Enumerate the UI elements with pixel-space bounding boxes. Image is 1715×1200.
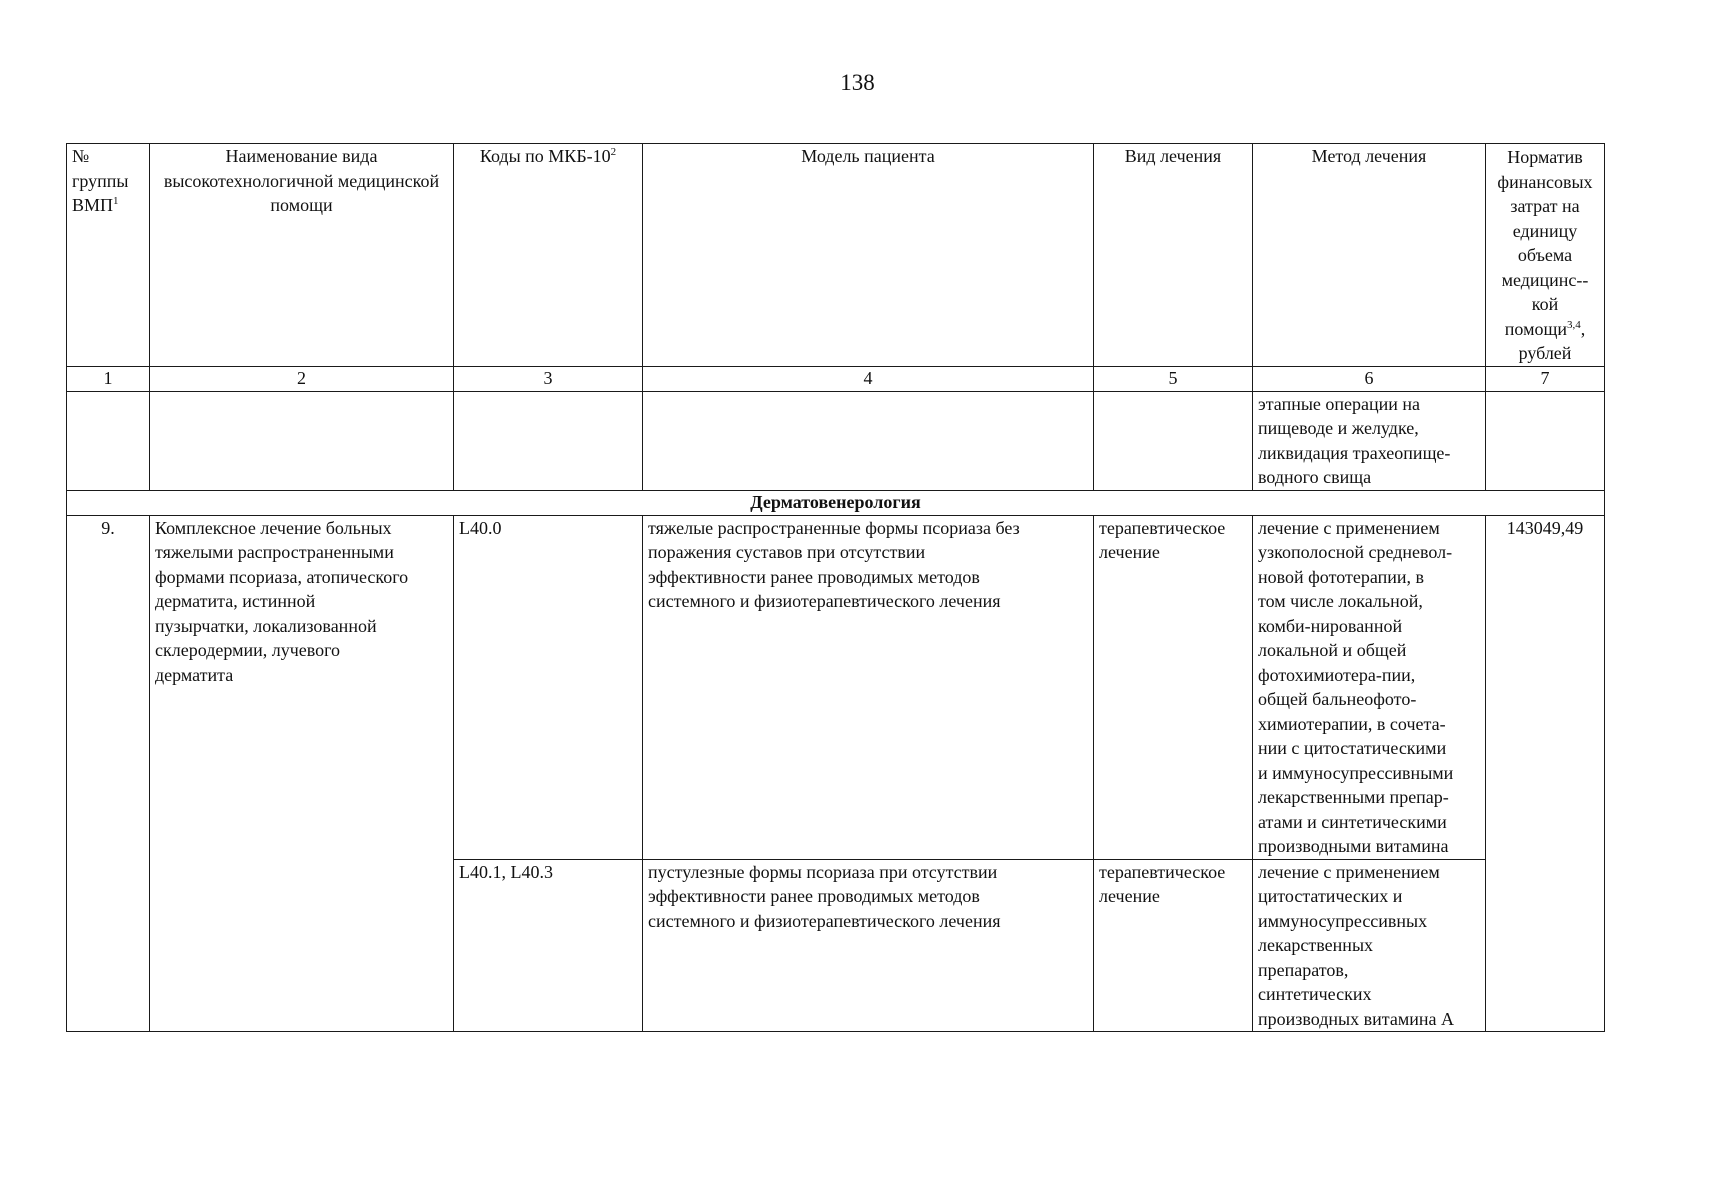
footnote-marker: 3,4 xyxy=(1566,318,1581,331)
empty-cell xyxy=(1094,391,1253,490)
header-treatment-method: Метод лечения xyxy=(1253,144,1486,367)
column-number: 6 xyxy=(1253,366,1486,391)
footnote-marker: 2 xyxy=(610,146,617,158)
header-treatment-type: Вид лечения xyxy=(1094,144,1253,367)
empty-cell xyxy=(67,391,150,490)
vmp-name-cell: Комплексное лечение больных тяжелыми распространенными формами псориаза, атопического дерматита, истинной пузырчатки, локализованной склеродермии, лучевого дерматита xyxy=(150,515,454,1032)
treatment-type-cell: терапевтическое лечение xyxy=(1094,859,1253,1032)
page-number: 138 xyxy=(840,70,875,95)
vmp-table xyxy=(66,143,1605,1032)
treatment-method-cell: лечение с применением цитостатических и иммуносупрессивных лекарственных препаратов, синтетических производных витамина А xyxy=(1253,859,1486,1032)
header-cost-standard-label: Норматив финансовых затрат на единицу объема медицинс--кой помощи xyxy=(1497,147,1593,339)
column-number: 7 xyxy=(1486,366,1605,391)
column-number: 5 xyxy=(1094,366,1253,391)
column-number: 2 xyxy=(150,366,454,391)
header-group-number-label: № группы ВМП xyxy=(72,146,129,215)
table-header-row xyxy=(67,144,1605,367)
empty-cell xyxy=(454,391,643,490)
treatment-method-cell: этапные операции на пищеводе и желудке, ликвидация трахеопище- водного свища xyxy=(1253,391,1486,490)
treatment-type-cell: терапевтическое лечение xyxy=(1094,515,1253,859)
header-cost-standard xyxy=(1486,144,1605,367)
header-patient-model: Модель пациента xyxy=(643,144,1094,367)
empty-cell xyxy=(1486,391,1605,490)
header-vmp-name: Наименование вида высокотехнологичной медицинской помощи xyxy=(150,144,454,367)
column-number-row xyxy=(67,366,1605,391)
footnote-marker: 1 xyxy=(113,195,119,207)
section-row xyxy=(67,490,1605,515)
header-icd-codes xyxy=(454,144,643,367)
column-number: 1 xyxy=(67,366,150,391)
group-number-cell: 9. xyxy=(67,515,150,1032)
empty-cell xyxy=(150,391,454,490)
empty-cell xyxy=(643,391,1094,490)
column-number: 4 xyxy=(643,366,1094,391)
header-cost-standard-unit: , рублей xyxy=(1518,318,1586,363)
header-group-number xyxy=(67,144,150,367)
cost-standard-cell: 143049,49 xyxy=(1486,515,1605,1032)
icd-codes-cell: L40.0 xyxy=(454,515,643,859)
section-title: Дерматовенерология xyxy=(67,490,1605,515)
patient-model-cell: пустулезные формы псориаза при отсутствии эффективности ранее проводимых методов системного и физиотерапевтического лечения xyxy=(643,859,1094,1032)
icd-codes-cell: L40.1, L40.3 xyxy=(454,859,643,1032)
treatment-method-cell: лечение с применением узкополосной средневол- новой фототерапии, в том числе локальной, комби-нированной локальной и общей фотохимиотера-пии, общей бальнеофото- химиотерапии, в сочета- нии с цитостатическими и иммуносупрессивными лекарственными препар- атами и синтетическими производными витамина xyxy=(1253,515,1486,859)
patient-model-cell: тяжелые распространенные формы псориаза без поражения суставов при отсутствии эффективности ранее проводимых методов системного и физиотерапевтического лечения xyxy=(643,515,1094,859)
continuation-row xyxy=(67,391,1605,490)
header-icd-codes-label: Коды по МКБ-10 xyxy=(479,146,611,166)
table-row xyxy=(67,515,1605,859)
column-number: 3 xyxy=(454,366,643,391)
